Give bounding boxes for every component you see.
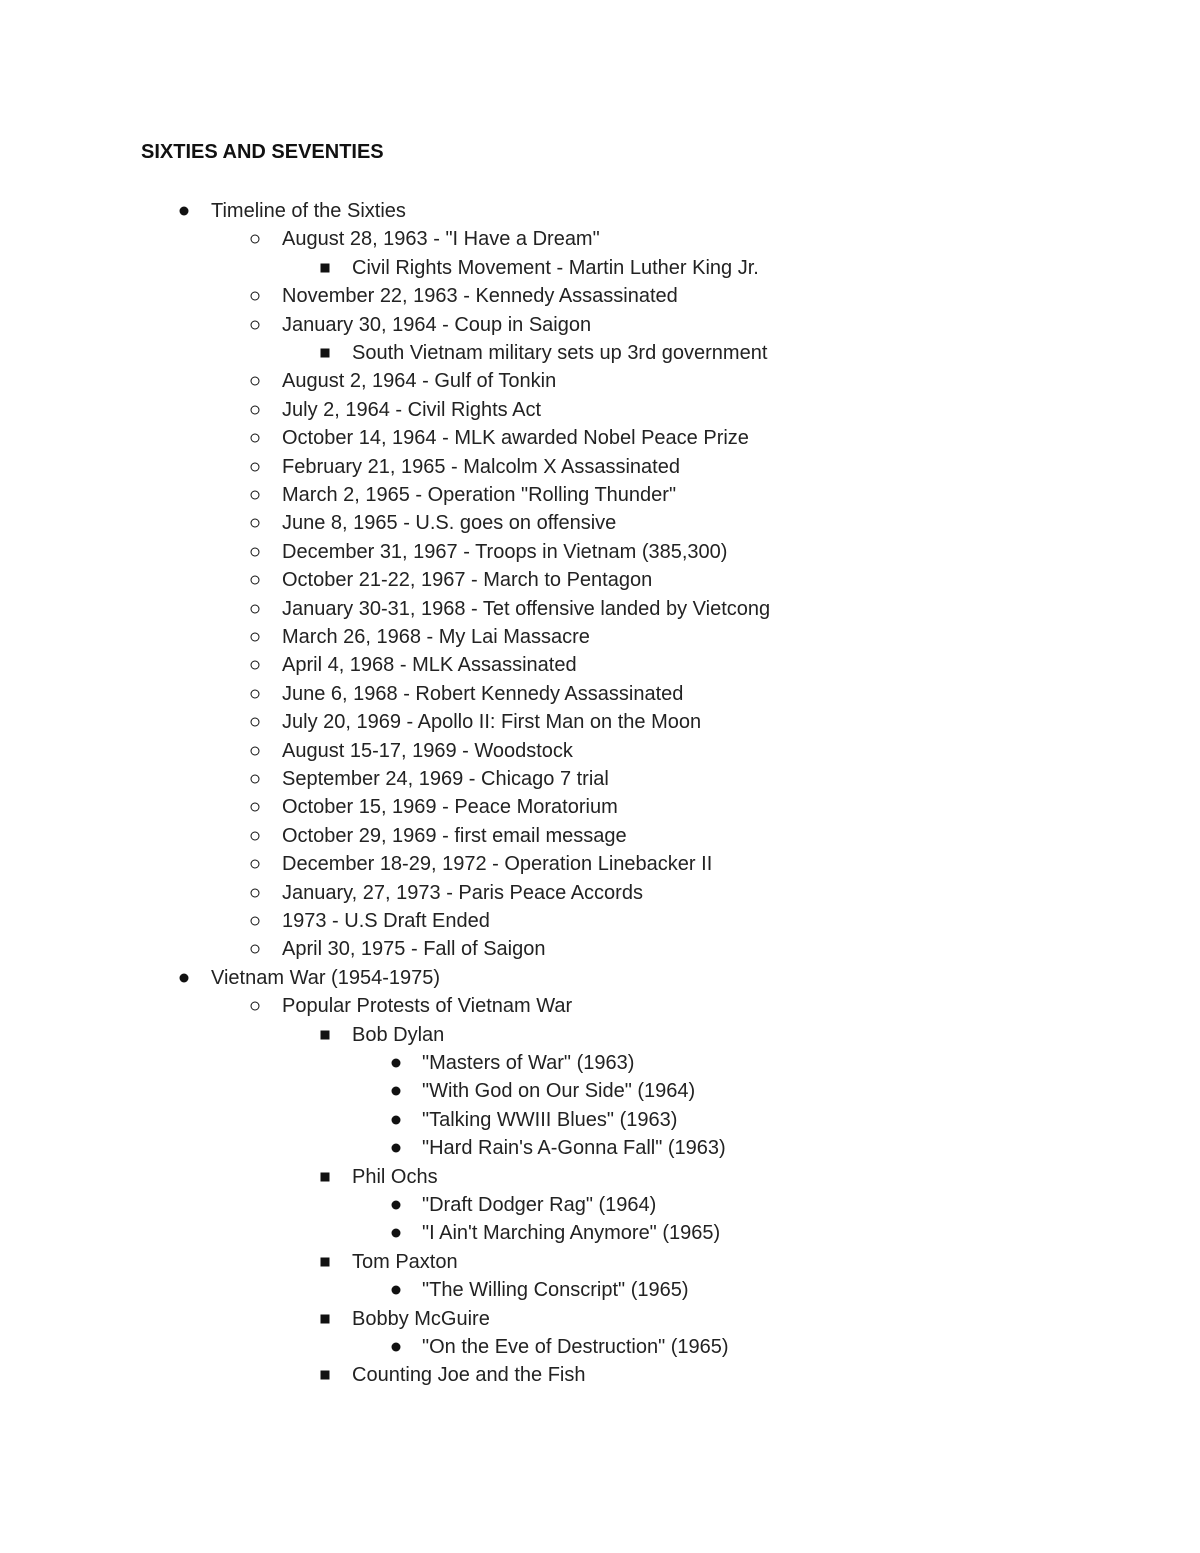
list-item-text: South Vietnam military sets up 3rd government [352,342,768,364]
circle-bullet-icon [248,424,262,452]
disc-bullet-icon [389,1106,403,1134]
list-item-text: Timeline of the Sixties [211,200,406,222]
list-item-text: August 28, 1963 - "I Have a Dream" [282,228,600,250]
list-item-text: July 2, 1964 - Civil Rights Act [282,399,541,421]
list-item-text: Phil Ochs [352,1166,438,1188]
list-item-text: June 8, 1965 - U.S. goes on offensive [282,512,617,534]
disc-bullet-icon [389,1049,403,1077]
circle-bullet-icon [248,311,262,339]
list-item-text: April 4, 1968 - MLK Assassinated [282,654,577,676]
list-item-text: October 14, 1964 - MLK awarded Nobel Peace Prize [282,427,749,449]
circle-bullet-icon [248,879,262,907]
disc-bullet-icon [389,1077,403,1105]
list-item-text: January 30-31, 1968 - Tet offensive landed by Vietcong [282,598,771,620]
list-item-text: January 30, 1964 - Coup in Saigon [282,314,592,336]
list-item-text: October 21-22, 1967 - March to Pentagon [282,569,653,591]
square-bullet-icon [318,1163,332,1191]
list-item-text: "The Willing Conscript" (1965) [422,1279,689,1301]
list-item-text: April 30, 1975 - Fall of Saigon [282,938,546,960]
circle-bullet-icon [248,850,262,878]
circle-bullet-icon [248,708,262,736]
circle-bullet-icon [248,765,262,793]
square-bullet-icon [318,1305,332,1333]
list-item-text: Tom Paxton [352,1251,458,1273]
square-bullet-icon [318,1021,332,1049]
circle-bullet-icon [248,481,262,509]
list-item-text: November 22, 1963 - Kennedy Assassinated [282,285,678,307]
circle-bullet-icon [248,367,262,395]
disc-bullet-icon [389,1191,403,1219]
circle-bullet-icon [248,595,262,623]
list-item-text: Bob Dylan [352,1024,445,1046]
disc-bullet-icon [389,1219,403,1247]
circle-bullet-icon [248,225,262,253]
list-item-text: December 31, 1967 - Troops in Vietnam (385,300) [282,541,728,563]
list-item-text: August 15-17, 1969 - Woodstock [282,740,573,762]
list-item-text: March 26, 1968 - My Lai Massacre [282,626,590,648]
list-item-text: January, 27, 1973 - Paris Peace Accords [282,882,643,904]
circle-bullet-icon [248,453,262,481]
list-item-text: October 15, 1969 - Peace Moratorium [282,796,618,818]
disc-bullet-icon [389,1333,403,1361]
list-item-text: March 2, 1965 - Operation "Rolling Thunder" [282,484,677,506]
square-bullet-icon [318,339,332,367]
circle-bullet-icon [248,566,262,594]
square-bullet-icon [318,1248,332,1276]
circle-bullet-icon [248,822,262,850]
list-item-text: September 24, 1969 - Chicago 7 trial [282,768,609,790]
list-item-text: October 29, 1969 - first email message [282,825,627,847]
list-item-text: Vietnam War (1954-1975) [211,967,441,989]
document-title: SIXTIES AND SEVENTIES [141,141,384,163]
circle-bullet-icon [248,651,262,679]
list-item-text: "On the Eve of Destruction" (1965) [422,1336,729,1358]
list-item-text: "Masters of War" (1963) [422,1052,635,1074]
circle-bullet-icon [248,538,262,566]
circle-bullet-icon [248,935,262,963]
circle-bullet-icon [248,623,262,651]
list-item-text: Popular Protests of Vietnam War [282,995,573,1017]
circle-bullet-icon [248,737,262,765]
square-bullet-icon [318,254,332,282]
circle-bullet-icon [248,509,262,537]
list-item-text: "I Ain't Marching Anymore" (1965) [422,1222,721,1244]
list-item-text: December 18-29, 1972 - Operation Linebacker II [282,853,713,875]
list-item-text: February 21, 1965 - Malcolm X Assassinated [282,456,680,478]
circle-bullet-icon [248,992,262,1020]
list-item-text: 1973 - U.S Draft Ended [282,910,490,932]
circle-bullet-icon [248,793,262,821]
list-item-text: "With God on Our Side" (1964) [422,1080,696,1102]
circle-bullet-icon [248,680,262,708]
list-item-text: Civil Rights Movement - Martin Luther King Jr. [352,257,759,279]
list-item-text: August 2, 1964 - Gulf of Tonkin [282,370,557,392]
disc-bullet-icon [389,1134,403,1162]
list-item-text: Bobby McGuire [352,1308,490,1330]
disc-bullet-icon [177,964,191,992]
disc-bullet-icon [389,1276,403,1304]
list-item-text: June 6, 1968 - Robert Kennedy Assassinated [282,683,684,705]
list-item-text: "Draft Dodger Rag" (1964) [422,1194,657,1216]
circle-bullet-icon [248,907,262,935]
circle-bullet-icon [248,282,262,310]
circle-bullet-icon [248,396,262,424]
list-item-text: "Talking WWIII Blues" (1963) [422,1109,678,1131]
list-item-text: "Hard Rain's A-Gonna Fall" (1963) [422,1137,726,1159]
list-item-text: Counting Joe and the Fish [352,1364,586,1386]
list-item-text: July 20, 1969 - Apollo II: First Man on the Moon [282,711,702,733]
square-bullet-icon [318,1361,332,1389]
disc-bullet-icon [177,197,191,225]
